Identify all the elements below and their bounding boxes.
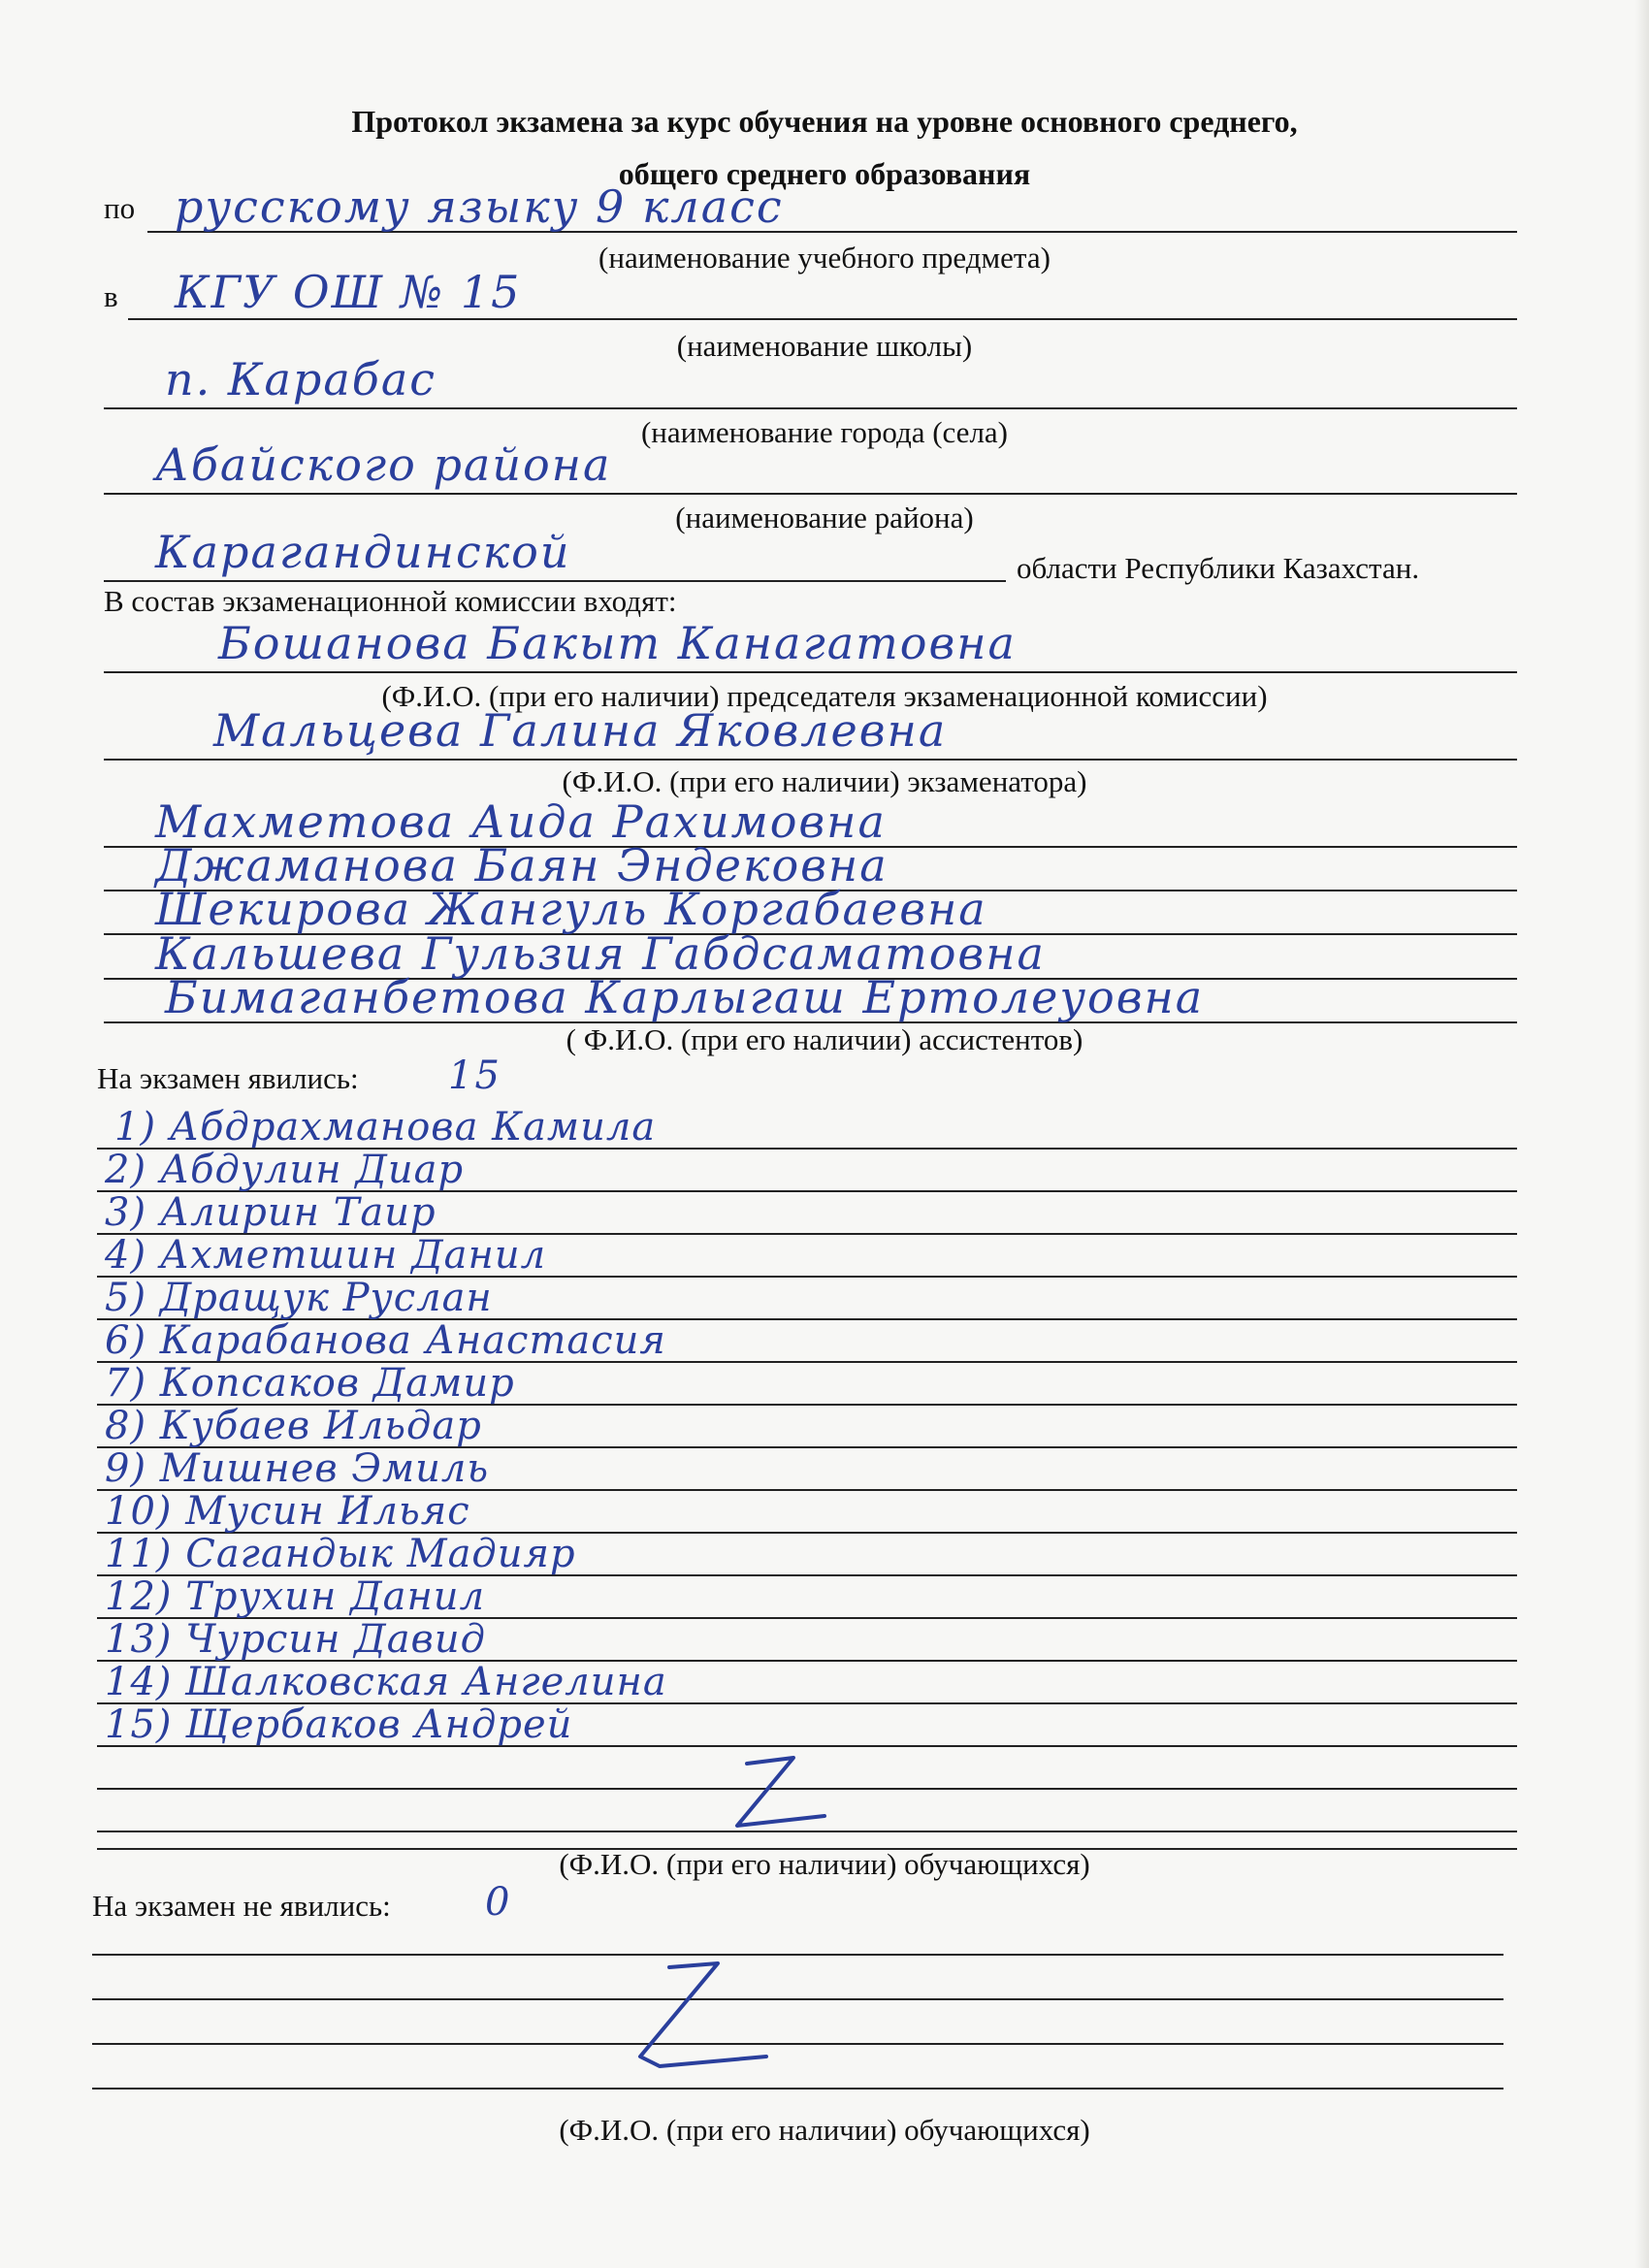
assistant-name: Бимаганбетова Карлыгаш Ертолеуовна <box>165 971 1205 1023</box>
region-line <box>104 580 1006 582</box>
chairman-caption: (Ф.И.О. (при его наличии) председателя экзаменационной комиссии) <box>381 679 1268 713</box>
student-name: 15) Щербаков Андрей <box>105 1702 573 1747</box>
student-name: 5) Дращук Руслан <box>105 1276 493 1320</box>
cancel-z-mark <box>718 1746 873 1843</box>
district-caption: (наименование района) <box>675 501 974 535</box>
student-name: 14) Шалковская Ангелина <box>105 1660 667 1704</box>
student-name: 12) Трухин Данил <box>105 1574 486 1619</box>
school-line <box>128 318 1517 320</box>
chairman-line <box>104 671 1517 673</box>
school-value: КГУ ОШ № 15 <box>175 266 522 318</box>
subject-value: русскому языку 9 класс <box>175 180 784 233</box>
school-prefix: в <box>104 279 118 313</box>
protocol-title-line-1: Протокол экзамена за курс обучения на уровне основного среднего, <box>351 104 1298 139</box>
cancel-z-mark <box>601 1950 795 2095</box>
subject-caption: (наименование учебного предмета) <box>598 241 1051 275</box>
subject-prefix: по <box>104 191 136 225</box>
school-caption: (наименование школы) <box>676 329 973 363</box>
student-name: 3) Алирин Таир <box>105 1190 436 1235</box>
student-name: 9) Мишнев Эмиль <box>105 1446 490 1491</box>
student-name: 2) Абдулин Диар <box>105 1148 465 1192</box>
city-caption: (наименование города (села) <box>640 415 1008 449</box>
absent-label: На экзамен не явились: <box>92 1889 391 1923</box>
absent-line <box>92 1998 1504 2000</box>
examiner-name: Мальцева Галина Яковлевна <box>213 704 948 757</box>
absent-line <box>92 1954 1504 1956</box>
student-name: 7) Копсаков Дамир <box>105 1361 515 1406</box>
absent-line <box>92 2088 1504 2090</box>
absent-caption: (Ф.И.О. (при его наличии) обучающихся) <box>559 2113 1090 2147</box>
student-name: 6) Карабанова Анастасия <box>105 1318 666 1363</box>
examiner-line <box>104 759 1517 761</box>
city-value: п. Карабас <box>165 353 437 405</box>
region-value: Карагандинской <box>155 526 571 578</box>
absent-line <box>92 2043 1504 2045</box>
commission-intro: В состав экзаменационной комиссии входят: <box>104 584 677 618</box>
examiner-caption: (Ф.И.О. (при его наличии) экзаменатора) <box>562 764 1087 798</box>
attended-count: 15 <box>448 1053 501 1098</box>
page-edge-shadow <box>1635 0 1649 2268</box>
assistant-name: Махметова Аида Рахимовна <box>155 795 887 848</box>
district-value: Абайского района <box>155 438 612 491</box>
student-name: 8) Кубаев Ильдар <box>105 1404 482 1448</box>
assistant-name: Шекирова Жангуль Коргабаевна <box>155 883 987 935</box>
city-line <box>104 407 1517 409</box>
student-name: 4) Ахметшин Данил <box>105 1233 547 1278</box>
student-name: 13) Чурсин Давид <box>105 1617 486 1662</box>
chairman-name: Бошанова Бакыт Канагатовна <box>218 617 1017 669</box>
student-name: 11) Сагандык Мадияр <box>105 1532 576 1576</box>
attended-label: На экзамен явились: <box>97 1061 359 1095</box>
student-name: 1) Абдрахманова Камила <box>114 1105 657 1150</box>
assistant-name: Кальшева Гульзия Габдсаматовна <box>155 927 1046 980</box>
region-suffix: области Республики Казахстан. <box>1017 551 1420 585</box>
assistants-caption: ( Ф.И.О. (при его наличии) ассистентов) <box>566 1022 1083 1056</box>
assistant-name: Джаманова Баян Эндековна <box>155 839 889 891</box>
attended-caption: (Ф.И.О. (при его наличии) обучающихся) <box>559 1847 1090 1881</box>
student-name: 10) Мусин Ильяс <box>105 1489 470 1534</box>
district-line <box>104 493 1517 495</box>
absent-count: 0 <box>485 1880 512 1925</box>
protocol-title-line-2: общего среднего образования <box>618 156 1031 191</box>
